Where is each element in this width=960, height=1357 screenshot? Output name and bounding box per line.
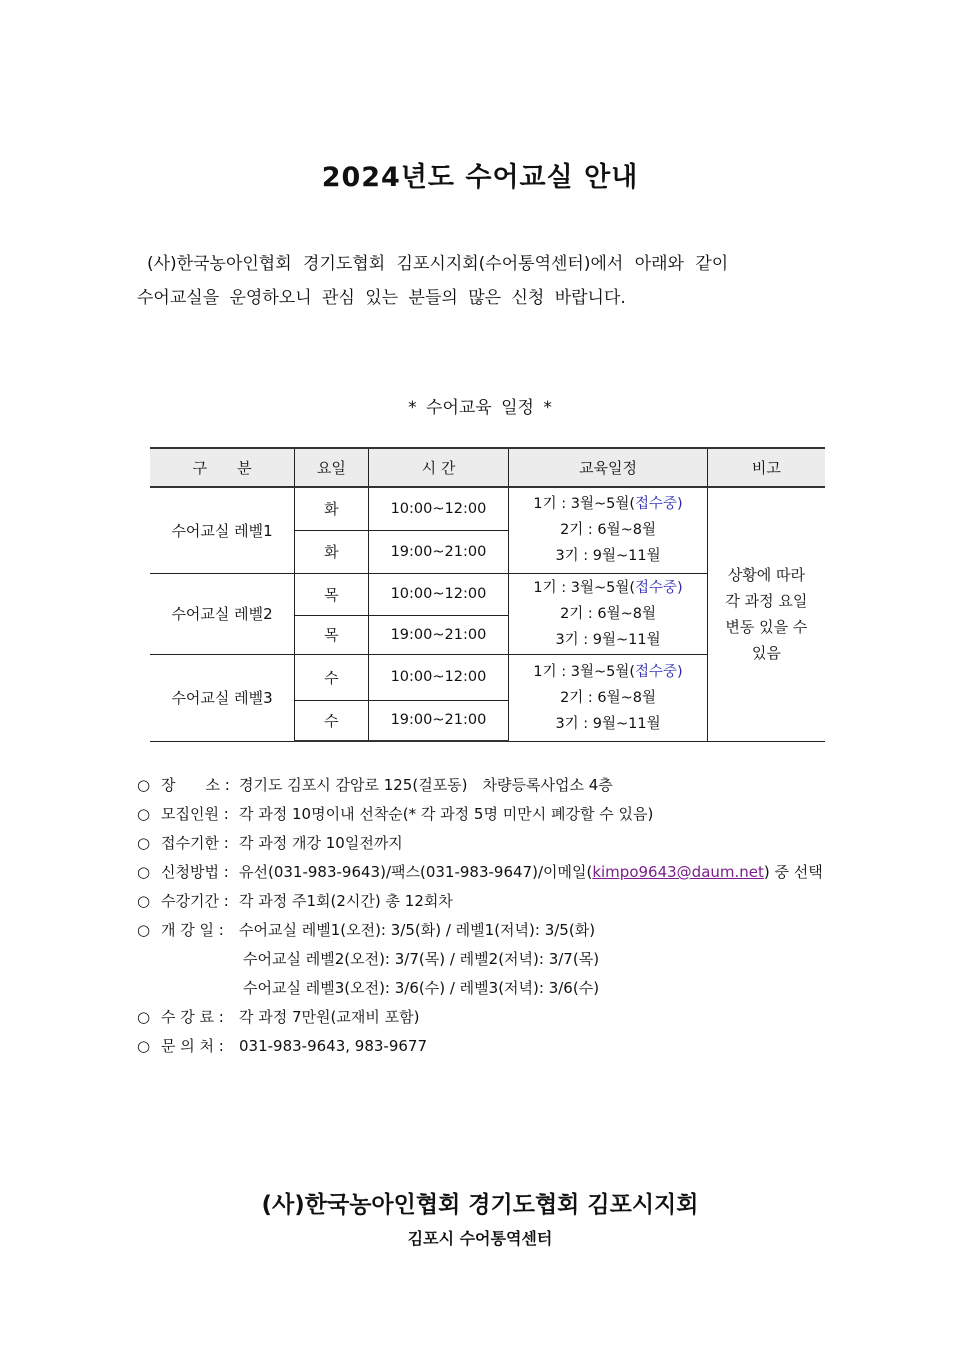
term-1: 1기 : 3월~5월(접수중) xyxy=(533,663,683,680)
status-badge: 접수중 xyxy=(635,496,678,513)
term-3: 3기 : 9월~11월 xyxy=(555,631,661,648)
terms-cell xyxy=(509,487,708,573)
info-label: 접수기한 : xyxy=(161,834,229,852)
info-fee xyxy=(137,1003,823,1032)
status-badge: 접수중 xyxy=(635,663,678,680)
day-cell: 수 xyxy=(295,700,369,741)
day-cell: 화 xyxy=(295,487,369,530)
info-value: 031-983-9643, 983-9677 xyxy=(239,1037,428,1055)
info-value: 각 과정 7만원(교재비 포함) xyxy=(239,1008,420,1026)
circle-bullet-icon: ○ xyxy=(137,834,151,852)
info-label: 문 의 처 : xyxy=(161,1037,224,1055)
day-cell: 목 xyxy=(295,573,369,615)
term-3: 3기 : 9월~11월 xyxy=(555,715,661,732)
intro-line-2: 수어교실을 운영하오니 관심 있는 분들의 많은 신청 바랍니다. xyxy=(137,288,626,308)
day-cell: 수 xyxy=(295,654,369,700)
term-3: 3기 : 9월~11월 xyxy=(555,548,661,565)
schedule-table xyxy=(150,447,825,742)
info-label: 수강기간 : xyxy=(161,892,229,910)
terms-cell xyxy=(509,573,708,654)
info-contact xyxy=(137,1032,823,1061)
circle-bullet-icon: ○ xyxy=(137,776,151,794)
info-apply xyxy=(137,858,823,887)
status-badge: 접수중 xyxy=(635,579,678,596)
info-value: 각 과정 10명이내 선착순(* 각 과정 5명 미만시 폐강할 수 있음) xyxy=(239,805,654,823)
circle-bullet-icon: ○ xyxy=(137,892,151,910)
info-start-line-2: 수어교실 레벨2(오전): 3/7(목) / 레벨2(저녁): 3/7(목) xyxy=(243,950,600,968)
note-cell: 상황에 따라 각 과정 요일 변동 있을 수 있음 xyxy=(707,487,825,741)
term-2: 2기 : 6월~8월 xyxy=(560,689,657,706)
page-title: 2024년도 수어교실 안내 xyxy=(321,162,639,193)
schedule-title: * 수어교육 일정 * xyxy=(408,398,552,418)
header-day: 요일 xyxy=(295,448,369,487)
time-cell: 19:00~21:00 xyxy=(368,530,509,573)
term-1: 1기 : 3월~5월(접수중) xyxy=(533,579,683,596)
terms-cell xyxy=(509,654,708,741)
info-label: 장 소 : xyxy=(161,776,230,794)
info-label: 모집인원 : xyxy=(161,805,229,823)
day-cell: 화 xyxy=(295,530,369,573)
intro-paragraph xyxy=(137,247,817,315)
info-value: 각 과정 주1회(2시간) 총 12회차 xyxy=(239,892,453,910)
email-link[interactable]: kimpo9643@daum.net xyxy=(592,863,764,881)
info-value: 경기도 김포시 감암로 125(걸포동) 차량등록사업소 4층 xyxy=(239,776,613,794)
info-location xyxy=(137,771,823,800)
circle-bullet-icon: ○ xyxy=(137,805,151,823)
day-cell: 목 xyxy=(295,615,369,654)
info-value: 유선(031-983-9643)/팩스(031-983-9647)/이메일(kimpo9643@daum.net) 중 선택 xyxy=(239,863,823,881)
term-2: 2기 : 6월~8월 xyxy=(560,605,657,622)
circle-bullet-icon: ○ xyxy=(137,863,151,881)
center-name: 김포시 수어통역센터 xyxy=(407,1229,553,1248)
term-2: 2기 : 6월~8월 xyxy=(560,522,657,539)
intro-line-1: (사)한국농아인협회 경기도협회 김포시지회(수어통역센터)에서 아래와 같이 xyxy=(147,254,729,274)
circle-bullet-icon: ○ xyxy=(137,921,151,939)
circle-bullet-icon: ○ xyxy=(137,1008,151,1026)
info-start xyxy=(137,916,823,945)
organization-name: (사)한국농아인협회 경기도협회 김포시지회 xyxy=(261,1192,699,1218)
time-cell: 19:00~21:00 xyxy=(368,615,509,654)
category-cell: 수어교실 레벨2 xyxy=(150,573,295,654)
info-start-line-3: 수어교실 레벨3(오전): 3/6(수) / 레벨3(저녁): 3/6(수) xyxy=(243,979,600,997)
info-duration xyxy=(137,887,823,916)
info-deadline xyxy=(137,829,823,858)
info-label: 수 강 료 : xyxy=(161,1008,224,1026)
table-row xyxy=(150,487,825,530)
info-capacity xyxy=(137,800,823,829)
info-value: 수어교실 레벨1(오전): 3/5(화) / 레벨1(저녁): 3/5(화) xyxy=(239,921,596,939)
time-cell: 10:00~12:00 xyxy=(368,654,509,700)
header-time: 시 간 xyxy=(368,448,509,487)
info-label: 신청방법 : xyxy=(161,863,229,881)
time-cell: 10:00~12:00 xyxy=(368,487,509,530)
info-label: 개 강 일 : xyxy=(161,921,224,939)
time-cell: 10:00~12:00 xyxy=(368,573,509,615)
info-list xyxy=(137,771,823,1061)
info-value: 각 과정 개강 10일전까지 xyxy=(239,834,403,852)
header-schedule: 교육일정 xyxy=(509,448,708,487)
circle-bullet-icon: ○ xyxy=(137,1037,151,1055)
category-cell: 수어교실 레벨3 xyxy=(150,654,295,741)
time-cell: 19:00~21:00 xyxy=(368,700,509,741)
header-category: 구 분 xyxy=(150,448,295,487)
header-note: 비고 xyxy=(707,448,825,487)
term-1: 1기 : 3월~5월(접수중) xyxy=(533,496,683,513)
table-header-row xyxy=(150,448,825,487)
category-cell: 수어교실 레벨1 xyxy=(150,487,295,573)
